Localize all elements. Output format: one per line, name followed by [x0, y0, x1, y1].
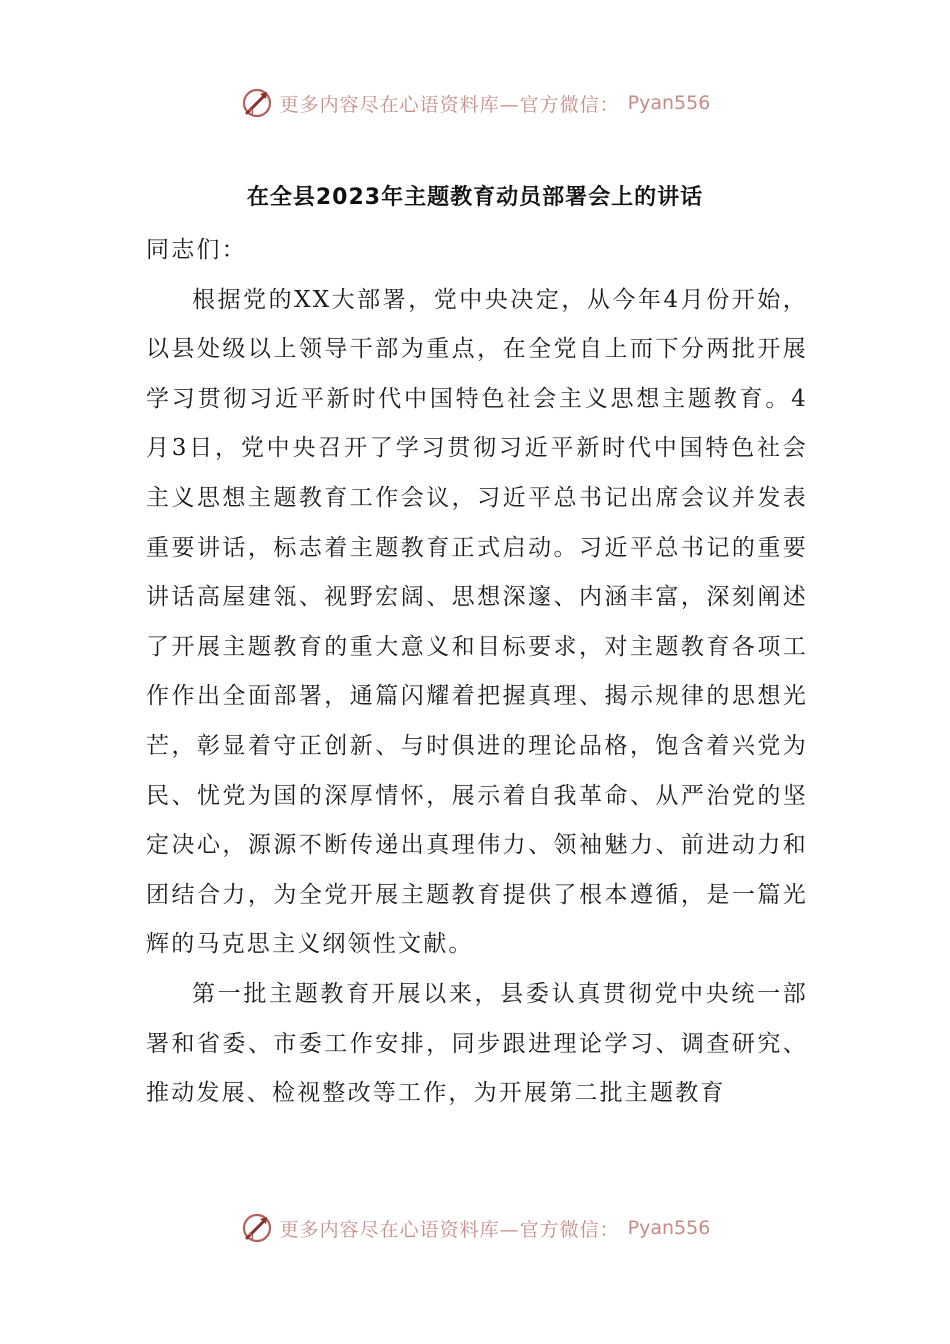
pen-circle-icon	[240, 1211, 274, 1245]
document-title: 在全县2023年主题教育动员部署会上的讲话	[246, 185, 704, 210]
watermark-wechat-id: Pyan556	[627, 1217, 711, 1239]
watermark-text: 更多内容尽在心语资料库—官方微信：	[279, 1218, 620, 1241]
pen-circle-icon	[240, 86, 274, 120]
watermark-wechat-id: Pyan556	[627, 92, 711, 114]
paragraph: 根据党的XX大部署，党中央决定，从今年4月份开始，以县处级以上领导干部为重点，在全党自上而下分两批开展学习贯彻习近平新时代中国特色社会主义思想主题教育。4月3日，党中央召开了学习贯彻习近平新时代中国特色社会主义思想主题教育工作会议，习近平总书记出席会议并发表重要讲话，标志着主题教育正式启动。习近平总书记的重要讲话高屋建瓴、视野宏阔、思想深邃、内涵丰富，深刻阐述了开展主题教育的重大意义和目标要求，对主题教育各项工作作出全面部署，通篇闪耀着把握真理、揭示规律的思想光芒，彰显着守正创新、与时俱进的理论品格，饱含着兴党为民、忧党为国的深厚情怀，展示着自我革命、从严治党的坚定决心，源源不断传递出真理伟力、领袖魅力、前进动力和团结合力，为全党开展主题教育提供了根本遵循，是一篇光辉的马克思主义纲领性文献。	[146, 286, 808, 958]
header-watermark	[0, 86, 950, 120]
footer-watermark	[0, 1211, 950, 1245]
salutation: 同志们：	[146, 237, 247, 263]
watermark-text: 更多内容尽在心语资料库—官方微信：	[279, 93, 620, 116]
paragraph: 第一批主题教育开展以来，县委认真贯彻党中央统一部署和省委、市委工作安排，同步跟进理论学习、调查研究、推动发展、检视整改等工作，为开展第二批主题教育	[146, 980, 808, 1107]
document-body	[146, 226, 808, 1119]
